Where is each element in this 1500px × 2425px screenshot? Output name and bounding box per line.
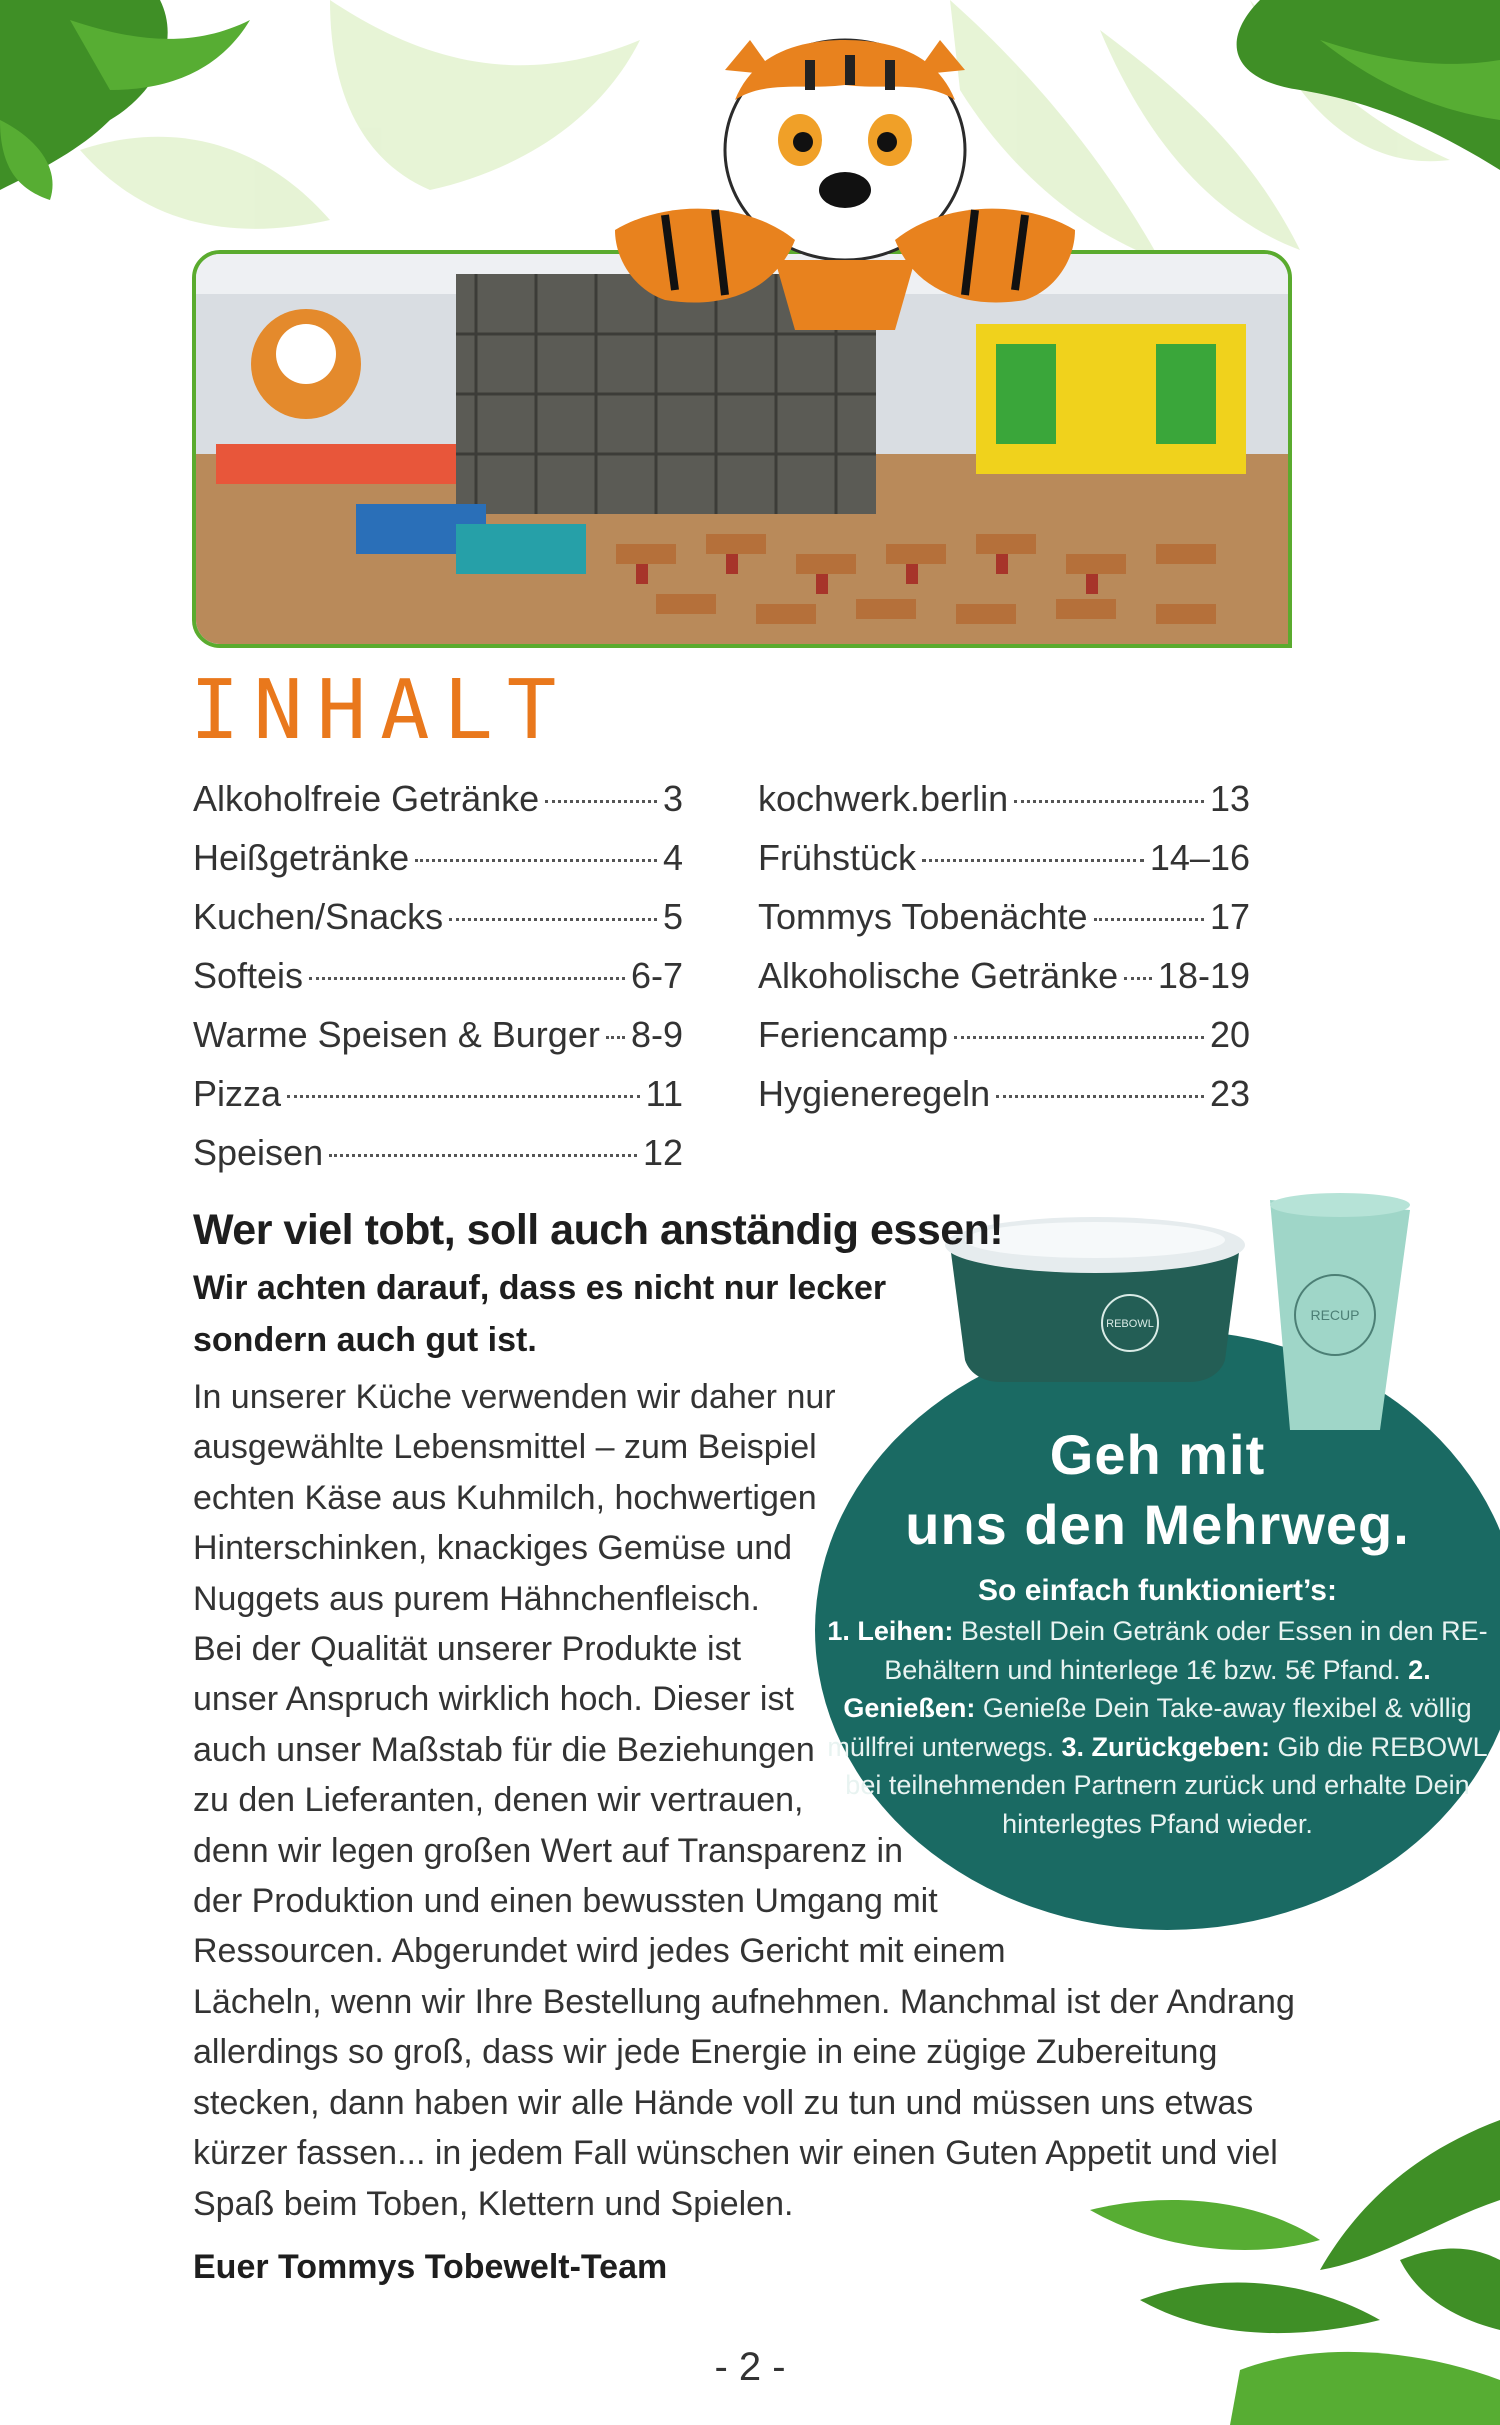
tiger-mascot — [575, 30, 1115, 350]
contents-column-left — [193, 778, 683, 1191]
contents-entry-label: kochwerk.berlin — [758, 778, 1009, 819]
body-line: In unserer Küche verwenden wir daher nur — [193, 1378, 836, 1416]
body-line: der Produktion und einen bewussten Umgang mit — [193, 1882, 938, 1921]
dot-leader — [1094, 918, 1204, 921]
body-line: echten Käse aus Kuhmilch, hochwertigen — [193, 1478, 817, 1517]
contents-entry-label: Warme Speisen & Burger — [193, 1014, 600, 1055]
contents-entry-page: 23 — [1209, 1073, 1250, 1114]
contents-entry-label: Kuchen/Snacks — [193, 896, 444, 937]
contents-entry-label: Speisen — [193, 1132, 324, 1173]
recup-cup-icon — [1270, 1193, 1410, 1430]
contents-entry[interactable] — [193, 837, 683, 896]
dot-leader — [449, 918, 657, 921]
body-line: allerdings so groß, dass wir jede Energie in eine zügige Zubereitung — [193, 2033, 1218, 2072]
contents-entry-page: 20 — [1209, 1014, 1250, 1055]
dot-leader — [1014, 800, 1204, 803]
contents-entry[interactable] — [193, 955, 683, 1014]
svg-text:REBOWL: REBOWL — [1106, 1318, 1154, 1330]
body-line: denn wir legen großen Wert auf Transparenz in — [193, 1831, 903, 1870]
contents-entry[interactable] — [758, 896, 1250, 955]
contents-entry-page: 11 — [645, 1073, 683, 1114]
contents-entry[interactable] — [193, 1132, 683, 1191]
dot-leader — [287, 1095, 640, 1098]
dot-leader — [1124, 977, 1152, 980]
contents-entry[interactable] — [758, 1014, 1250, 1073]
dot-leader — [309, 977, 625, 980]
contents-entry[interactable] — [758, 955, 1250, 1014]
contents-entry-label: Frühstück — [758, 837, 917, 878]
dot-leader — [996, 1095, 1204, 1098]
subheadline: Wir achten darauf, dass es nicht nur lecker sondern auch gut ist. — [193, 1269, 887, 1359]
promo-step-text: Genieße Dein Take-away flexibel & völlig müllfrei unterwegs. — [827, 1693, 1472, 1762]
contents-entry-page: 13 — [1209, 778, 1250, 819]
contents-entry[interactable] — [758, 837, 1250, 896]
contents-entry-label: Alkoholische Getränke — [758, 955, 1119, 996]
body-line: Hinterschinken, knackiges Gemüse und — [193, 1529, 793, 1568]
contents-entry[interactable] — [193, 896, 683, 955]
contents-entry-page: 5 — [662, 896, 683, 937]
body-line: Ressourcen. Abgerundet wird jedes Gericht mit einem — [193, 1932, 1006, 1971]
body-line: Bei der Qualität unserer Produkte ist — [193, 1630, 742, 1669]
contents-title: INHALT — [190, 663, 571, 758]
page-number: - 2 - — [714, 2345, 786, 2389]
contents-entry-label: Heißgetränke — [193, 837, 410, 878]
contents-entry-page: 18-19 — [1157, 955, 1250, 996]
contents-entry-page: 6-7 — [630, 955, 683, 996]
dot-leader — [922, 859, 1144, 862]
body-line: Lächeln, wenn wir Ihre Bestellung aufnehmen. Manchmal ist der Andrang — [193, 1982, 1295, 2021]
dot-leader — [329, 1154, 637, 1157]
contents-entry[interactable] — [193, 1014, 683, 1073]
team-signature: Euer Tommys Tobewelt-Team — [193, 2248, 668, 2286]
promo-step-label: 1. Leihen: — [827, 1616, 954, 1646]
body-line: unser Anspruch wirklich hoch. Dieser ist — [193, 1680, 794, 1719]
contents-entry[interactable] — [193, 1073, 683, 1132]
contents-entry-label: Feriencamp — [758, 1014, 949, 1055]
dot-leader — [415, 859, 657, 862]
promo-title-line: Geh mit — [1049, 1423, 1266, 1486]
contents-entry-label: Alkoholfreie Getränke — [193, 778, 540, 819]
contents-entry[interactable] — [758, 778, 1250, 837]
contents-entry-page: 17 — [1209, 896, 1250, 937]
contents-entry-page: 3 — [662, 778, 683, 819]
contents-entry-page: 4 — [662, 837, 683, 878]
body-line: Spaß beim Toben, Klettern und Spielen. — [193, 2184, 794, 2223]
contents-entry-page: 14–16 — [1149, 837, 1250, 878]
contents-entry-page: 12 — [642, 1132, 683, 1173]
body-line: zu den Lieferanten, denen wir vertrauen, — [193, 1781, 804, 1820]
intro-body-text — [193, 1372, 1295, 2229]
promo-step-text: Gib die REBOWL bei teilnehmenden Partnern zurück und erhalte Dein hinterlegtes Pfand wieder. — [845, 1731, 1488, 1839]
contents-entry-page: 8-9 — [630, 1014, 683, 1055]
contents-entry-label: Hygieneregeln — [758, 1073, 991, 1114]
promo-how-it-works: So einfach funktioniert’s: — [978, 1574, 1337, 1607]
dot-leader — [954, 1036, 1204, 1039]
body-line: ausgewählte Lebensmittel – zum Beispiel — [193, 1428, 817, 1467]
contents-entry-label: Tommys Tobenächte — [758, 896, 1088, 937]
promo-title-line: uns den Mehrweg. — [905, 1493, 1410, 1556]
headline: Wer viel tobt, soll auch anständig essen! — [193, 1206, 1004, 1254]
contents-entry[interactable] — [193, 778, 683, 837]
body-line: kürzer fassen... in jedem Fall wünschen wir einen Guten Appetit und viel — [193, 2134, 1278, 2173]
body-line: Nuggets aus purem Hähnchenfleisch. — [193, 1579, 760, 1618]
svg-text:RECUP: RECUP — [1310, 1307, 1360, 1323]
contents-entry-label: Softeis — [193, 955, 304, 996]
contents-column-right — [758, 778, 1250, 1132]
dot-leader — [545, 800, 657, 803]
promo-step-label: 2. Genießen: — [843, 1654, 1431, 1723]
promo-step-label: 3. Zurückgeben: — [1061, 1731, 1271, 1762]
body-line: auch unser Maßstab für die Beziehungen — [193, 1730, 815, 1769]
contents-entry[interactable] — [758, 1073, 1250, 1132]
body-line: stecken, dann haben wir alle Hände voll zu tun und müssen uns etwas — [193, 2083, 1254, 2122]
dot-leader — [606, 1036, 625, 1039]
promo-step-text: Bestell Dein Getränk oder Essen in den RE-Behältern und hinterlege 1€ bzw. 5€ Pfand. — [884, 1616, 1488, 1685]
contents-entry-label: Pizza — [193, 1073, 282, 1114]
